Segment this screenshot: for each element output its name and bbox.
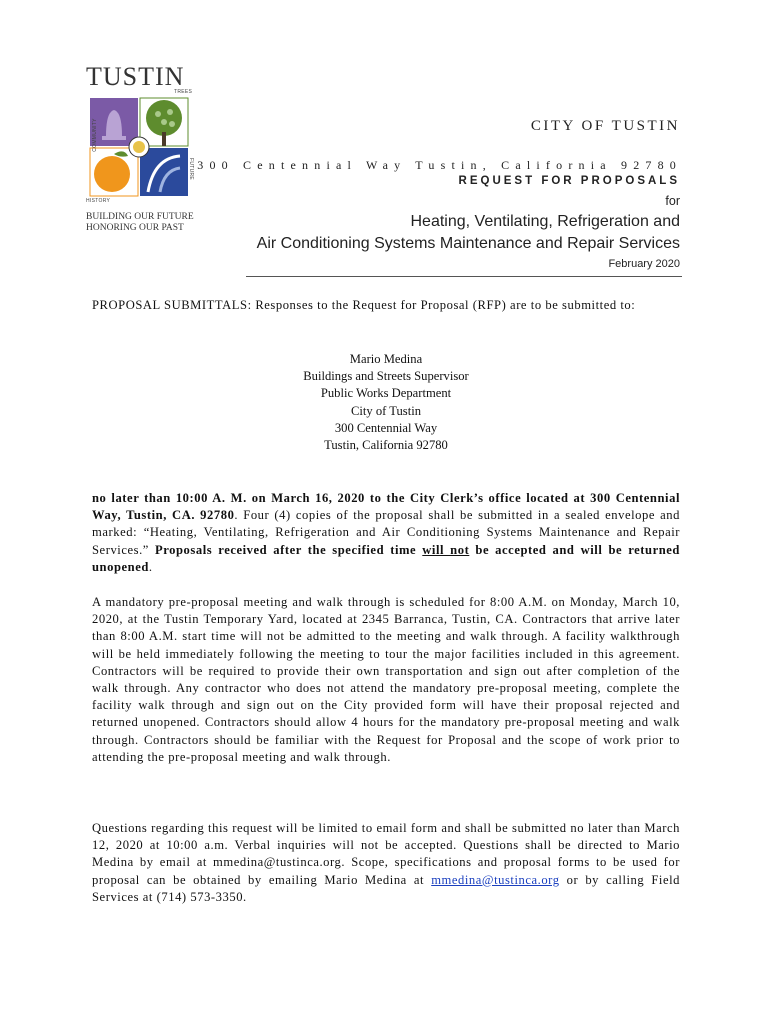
logo-label-future: FUTURE [188, 157, 195, 181]
deadline-end: . [148, 559, 153, 574]
logo-label-community: COMMUNITY [91, 118, 98, 152]
email-link[interactable]: mmedina@tustinca.org [431, 872, 560, 887]
logo-label-history: HISTORY [86, 198, 111, 204]
city-address: 300 Centennial Way Tustin, California 92780 [197, 158, 682, 172]
questions-text-end: or by calling Field Services at (714) 573-3350. [92, 872, 680, 904]
for-label: for [665, 194, 680, 208]
questions-text: Questions regarding this request will be limited to email form and shall be submitted no later than March 12, 2020 at 10:00 a.m. Verbal inquiries will not be accepted. Questions shall be directed to Mario Medina by email at mmedina@tustinca.org. Scope, specifications and proposal forms to be used for proposal can be obtained by emailing Mario Medina at [92, 821, 680, 887]
paragraph-mandatory-meeting: A mandatory pre-proposal meeting and walk through is scheduled for 8:00 A.M. on Monday, March 10, 2020, at the Tustin Temporary Yard, located at 2345 Barranca, Tustin, CA. Contractors that arrive later than 8:00 A.M. start time will not be admitted to the meeting and walk through. A facility walkthrough will be held immediately following the meeting to tour the major facilities included in this agreement. Contractors will be required to provide their own transportation and sign out after completion of the walk through. Any contractor who does not attend the mandatory pre-proposal meeting, complete the facility walk through and sign out on the City provided form will have their proposal rejected and returned unopened. Contractors should allow 4 hours for the mandatory pre-proposal meeting and walk through. Contractors should be familiar with the Request for Proposal and the scope of work prior to attending the pre-proposal meeting and walk through. [92, 595, 680, 764]
rfp-heading: REQUEST FOR PROPOSALS [458, 175, 680, 187]
deadline-text: . Four (4) copies of the proposal shall be submitted in a sealed envelope and marked: “Heating, Ventilating, Refrigeration and Air Conditioning Systems Maintenance and Repair Services.” [92, 508, 680, 557]
tustin-logo [84, 64, 204, 234]
contact-city: City of Tustin [351, 403, 421, 418]
contact-street: 300 Centennial Way [334, 420, 438, 435]
paragraph-deadline [92, 490, 680, 576]
deadline-bold: no later than 10:00 A. M. on March 16, 2020 to the City Clerk’s office located at 300 Centennial Way, Tustin, CA. 92780 [92, 491, 680, 523]
city-title: CITY OF TUSTIN [530, 118, 680, 134]
header-divider [246, 276, 682, 277]
contact-citystate: Tustin, California 92780 [324, 438, 448, 453]
paragraph-questions [92, 820, 680, 906]
logo-emblem-art [84, 92, 194, 202]
late-notice-bold: Proposals received after the specified time [155, 542, 423, 557]
service-title-line-1: Heating, Ventilating, Refrigeration and [410, 213, 680, 230]
logo-tagline-2: HONORING OUR PAST [86, 223, 184, 233]
will-not-underline: will not [422, 542, 470, 557]
logo-tagline-1: BUILDING OUR FUTURE [86, 212, 194, 222]
contact-address-block [92, 351, 680, 454]
contact-department: Public Works Department [320, 386, 452, 401]
contact-name: Mario Medina [349, 352, 423, 366]
logo-emblem [84, 89, 195, 204]
late-notice-bold-2: be accepted and will be returned unopened [92, 542, 680, 574]
document-date: February 2020 [608, 258, 680, 270]
paragraph-submittals: PROPOSAL SUBMITTALS: Responses to the Request for Proposal (RFP) are to be submitted to: [92, 298, 636, 312]
service-title-line-2: Air Conditioning Systems Maintenance and Repair Services [256, 235, 680, 252]
logo-wordmark: TUSTIN [86, 62, 185, 91]
logo-label-trees: TREES [174, 89, 193, 95]
contact-title: Buildings and Streets Supervisor [303, 369, 469, 384]
